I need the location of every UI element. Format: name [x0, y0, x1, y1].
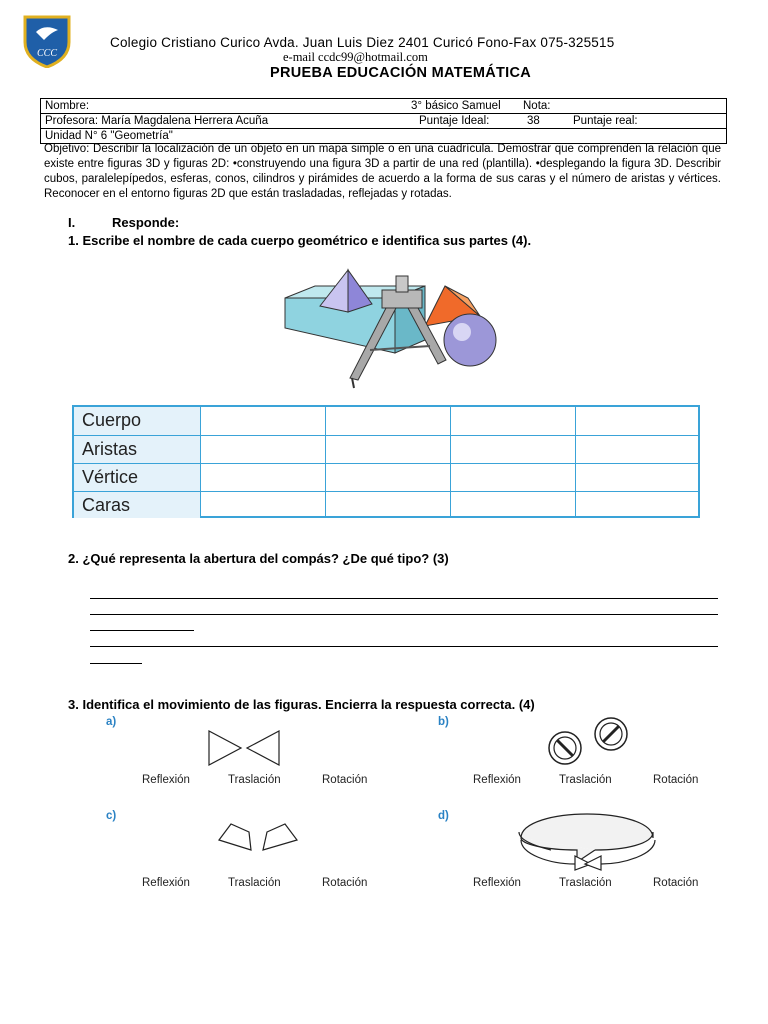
option-rotacion[interactable]: Rotación [653, 877, 699, 889]
table-row-header: Aristas [74, 436, 201, 464]
profesora-label: Profesora: María Magdalena Herrera Acuña [45, 115, 269, 127]
option-rotacion[interactable]: Rotación [322, 877, 368, 889]
answer-cell[interactable] [201, 436, 326, 464]
answer-cell[interactable] [576, 492, 698, 518]
table-row-header: Caras [74, 492, 201, 518]
curso-label: 3° básico Samuel [411, 100, 501, 112]
option-reflexion[interactable]: Reflexión [142, 877, 190, 889]
question-3: 3. Identifica el movimiento de las figuras. Encierra la respuesta correcta. (4) [68, 697, 535, 712]
puntaje-real-label: Puntaje real: [573, 115, 638, 127]
answer-cell[interactable] [576, 464, 698, 492]
answer-cell[interactable] [326, 407, 451, 436]
answer-line[interactable] [90, 645, 718, 647]
reflection-triangles-figure [205, 727, 283, 769]
answer-line[interactable] [90, 662, 142, 664]
answer-cell[interactable] [451, 492, 576, 518]
option-reflexion[interactable]: Reflexión [142, 774, 190, 786]
table-row-header: Cuerpo [74, 407, 201, 436]
nota-label: Nota: [523, 100, 551, 112]
answer-cell[interactable] [576, 436, 698, 464]
school-header: Colegio Cristiano Curico Avda. Juan Luis Diez 2401 Curicó Fono-Fax 075-325515 [110, 35, 615, 50]
school-logo [22, 14, 72, 68]
answer-cell[interactable] [451, 464, 576, 492]
section-numeral: I. [68, 215, 76, 230]
option-traslacion[interactable]: Traslación [228, 774, 281, 786]
answer-cell[interactable] [201, 492, 326, 518]
answer-cell[interactable] [326, 436, 451, 464]
answer-line[interactable] [90, 629, 194, 631]
answer-cell[interactable] [576, 407, 698, 436]
item-letter-c: c) [106, 810, 117, 822]
option-traslacion[interactable]: Traslación [559, 877, 612, 889]
answer-cell[interactable] [451, 436, 576, 464]
option-rotacion[interactable]: Rotación [653, 774, 699, 786]
rotation-arrows-figure [515, 810, 660, 872]
student-info-box [40, 98, 727, 144]
puntaje-ideal-value: 38 [527, 115, 540, 127]
answer-line[interactable] [90, 597, 718, 599]
answer-cell[interactable] [326, 492, 451, 518]
question-1: 1. Escribe el nombre de cada cuerpo geométrico e identifica sus partes (4). [68, 233, 532, 248]
puntaje-ideal-label: Puntaje Ideal: [419, 115, 490, 127]
option-reflexion[interactable]: Reflexión [473, 774, 521, 786]
item-letter-a: a) [106, 716, 117, 728]
option-traslacion[interactable]: Traslación [228, 877, 281, 889]
geometry-illustration [280, 268, 500, 390]
page-title: PRUEBA EDUCACIÓN MATEMÁTICA [270, 65, 532, 81]
option-rotacion[interactable]: Rotación [322, 774, 368, 786]
unidad-label: Unidad N° 6 "Geometría" [45, 130, 173, 142]
question-2: 2. ¿Qué representa la abertura del compás? ¿De qué tipo? (3) [68, 551, 449, 566]
logo-text: CCC [36, 48, 58, 59]
nombre-label: Nombre: [45, 100, 90, 112]
section-heading: Responde: [112, 215, 180, 230]
geometry-parts-table [72, 405, 700, 518]
school-email: e-mail ccdc99@hotmail.com [283, 50, 428, 64]
answer-cell[interactable] [201, 464, 326, 492]
option-reflexion[interactable]: Reflexión [473, 877, 521, 889]
quadrilaterals-figure [215, 820, 299, 854]
answer-line[interactable] [90, 613, 718, 615]
option-traslacion[interactable]: Traslación [559, 774, 612, 786]
answer-cell[interactable] [451, 407, 576, 436]
no-entry-signs-figure [545, 716, 635, 768]
objetivo-text: Objetivo: Describir la localización de un objeto en un mapa simple o en una cuadrícula. Demostrar que comprenden la relación que existe entre figuras 3D y figuras 2D: •construyendo una figura 3D a partir de una red (plantilla). •desplegando la figura 3D. Describir cubos, paralelepípedos, esferas, conos, cilindros y pirámides de acuerdo a la forma de sus caras y el número de aristas y vértices. Reconocer en el entorno figuras 2D que están trasladadas, reflejadas y rotadas. [44, 143, 721, 200]
answer-cell[interactable] [326, 464, 451, 492]
answer-cell[interactable] [201, 407, 326, 436]
item-letter-b: b) [438, 716, 449, 728]
item-letter-d: d) [438, 810, 449, 822]
table-row-header: Vértice [74, 464, 201, 492]
